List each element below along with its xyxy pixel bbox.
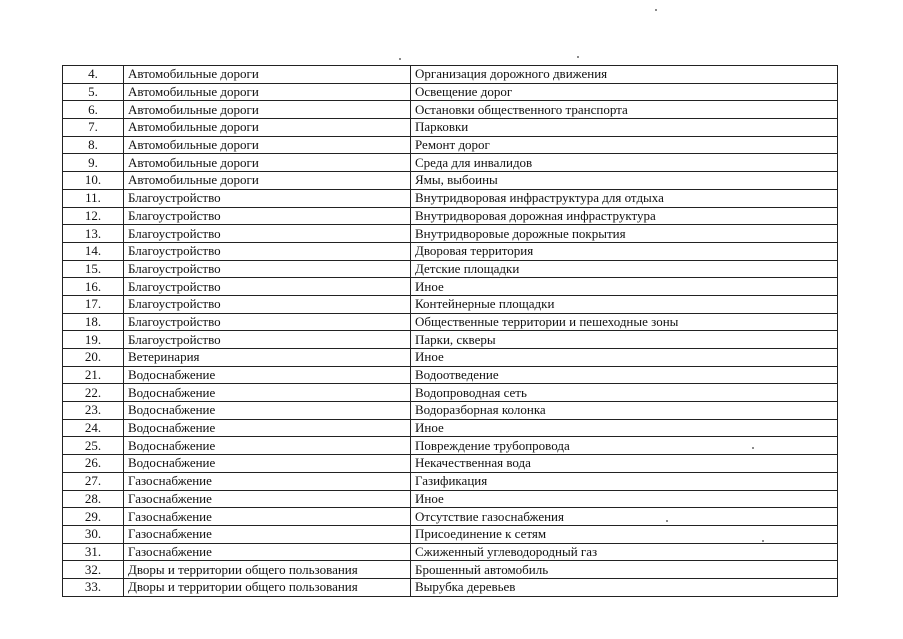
row-number: 6.	[63, 101, 124, 119]
table-row	[63, 101, 838, 119]
row-number: 26.	[63, 455, 124, 473]
scan-speck	[399, 58, 401, 60]
row-number: 11.	[63, 189, 124, 207]
table-row	[63, 260, 838, 278]
table-row	[63, 189, 838, 207]
category-cell: Дворы и территории общего пользования	[124, 561, 411, 579]
category-cell: Водоснабжение	[124, 455, 411, 473]
category-cell: Ветеринария	[124, 349, 411, 367]
row-number: 8.	[63, 136, 124, 154]
table-row	[63, 242, 838, 260]
category-cell: Газоснабжение	[124, 508, 411, 526]
category-cell: Благоустройство	[124, 295, 411, 313]
table-body	[63, 66, 838, 597]
row-number: 33.	[63, 578, 124, 596]
category-table	[62, 65, 838, 597]
row-number: 5.	[63, 83, 124, 101]
category-cell: Водоснабжение	[124, 419, 411, 437]
category-cell: Газоснабжение	[124, 490, 411, 508]
subcategory-cell: Внутридворовая инфраструктура для отдыха	[411, 189, 838, 207]
category-cell: Газоснабжение	[124, 472, 411, 490]
subcategory-cell: Иное	[411, 419, 838, 437]
subcategory-cell: Освещение дорог	[411, 83, 838, 101]
table-row	[63, 490, 838, 508]
subcategory-cell: Отсутствие газоснабжения	[411, 508, 838, 526]
category-cell: Автомобильные дороги	[124, 172, 411, 190]
scan-speck	[752, 447, 754, 449]
table-row	[63, 402, 838, 420]
category-cell: Автомобильные дороги	[124, 101, 411, 119]
subcategory-cell: Среда для инвалидов	[411, 154, 838, 172]
category-cell: Водоснабжение	[124, 366, 411, 384]
category-cell: Благоустройство	[124, 225, 411, 243]
scan-speck	[666, 520, 668, 522]
row-number: 10.	[63, 172, 124, 190]
subcategory-cell: Ямы, выбоины	[411, 172, 838, 190]
table-row	[63, 295, 838, 313]
category-cell: Благоустройство	[124, 313, 411, 331]
subcategory-cell: Иное	[411, 349, 838, 367]
table-row	[63, 578, 838, 596]
table-row	[63, 172, 838, 190]
table-row	[63, 349, 838, 367]
table-row	[63, 508, 838, 526]
row-number: 19.	[63, 331, 124, 349]
subcategory-cell: Ремонт дорог	[411, 136, 838, 154]
row-number: 28.	[63, 490, 124, 508]
subcategory-cell: Парковки	[411, 119, 838, 137]
scan-speck	[577, 56, 579, 58]
table-row	[63, 472, 838, 490]
subcategory-cell: Иное	[411, 278, 838, 296]
row-number: 16.	[63, 278, 124, 296]
row-number: 15.	[63, 260, 124, 278]
table-row	[63, 419, 838, 437]
subcategory-cell: Контейнерные площадки	[411, 295, 838, 313]
subcategory-cell: Вырубка деревьев	[411, 578, 838, 596]
row-number: 25.	[63, 437, 124, 455]
row-number: 13.	[63, 225, 124, 243]
row-number: 21.	[63, 366, 124, 384]
subcategory-cell: Иное	[411, 490, 838, 508]
row-number: 20.	[63, 349, 124, 367]
subcategory-cell: Парки, скверы	[411, 331, 838, 349]
category-cell: Водоснабжение	[124, 384, 411, 402]
row-number: 17.	[63, 295, 124, 313]
subcategory-cell: Общественные территории и пешеходные зоны	[411, 313, 838, 331]
table-row	[63, 543, 838, 561]
subcategory-cell: Водоотведение	[411, 366, 838, 384]
subcategory-cell: Повреждение трубопровода	[411, 437, 838, 455]
table-row	[63, 331, 838, 349]
subcategory-cell: Присоединение к сетям	[411, 525, 838, 543]
category-cell: Автомобильные дороги	[124, 119, 411, 137]
table-row	[63, 313, 838, 331]
row-number: 7.	[63, 119, 124, 137]
table-row	[63, 119, 838, 137]
row-number: 29.	[63, 508, 124, 526]
category-cell: Благоустройство	[124, 207, 411, 225]
subcategory-cell: Организация дорожного движения	[411, 66, 838, 84]
subcategory-cell: Остановки общественного транспорта	[411, 101, 838, 119]
subcategory-cell: Внутридворовые дорожные покрытия	[411, 225, 838, 243]
subcategory-cell: Некачественная вода	[411, 455, 838, 473]
category-cell: Благоустройство	[124, 278, 411, 296]
table-row	[63, 83, 838, 101]
row-number: 22.	[63, 384, 124, 402]
category-cell: Благоустройство	[124, 331, 411, 349]
table-row	[63, 525, 838, 543]
category-cell: Автомобильные дороги	[124, 83, 411, 101]
row-number: 24.	[63, 419, 124, 437]
scan-speck	[762, 540, 764, 542]
table-row	[63, 225, 838, 243]
category-cell: Газоснабжение	[124, 543, 411, 561]
table-row	[63, 136, 838, 154]
category-cell: Благоустройство	[124, 260, 411, 278]
category-cell: Газоснабжение	[124, 525, 411, 543]
subcategory-cell: Дворовая территория	[411, 242, 838, 260]
category-cell: Благоустройство	[124, 189, 411, 207]
row-number: 31.	[63, 543, 124, 561]
row-number: 27.	[63, 472, 124, 490]
category-cell: Благоустройство	[124, 242, 411, 260]
subcategory-cell: Брошенный автомобиль	[411, 561, 838, 579]
table-row	[63, 384, 838, 402]
row-number: 4.	[63, 66, 124, 84]
table-row	[63, 561, 838, 579]
category-cell: Автомобильные дороги	[124, 136, 411, 154]
table-row	[63, 455, 838, 473]
scan-speck	[655, 9, 657, 11]
row-number: 14.	[63, 242, 124, 260]
table-row	[63, 66, 838, 84]
row-number: 23.	[63, 402, 124, 420]
subcategory-cell: Водопроводная сеть	[411, 384, 838, 402]
row-number: 12.	[63, 207, 124, 225]
table-row	[63, 437, 838, 455]
category-cell: Автомобильные дороги	[124, 66, 411, 84]
subcategory-cell: Газификация	[411, 472, 838, 490]
category-cell: Дворы и территории общего пользования	[124, 578, 411, 596]
row-number: 9.	[63, 154, 124, 172]
subcategory-cell: Детские площадки	[411, 260, 838, 278]
subcategory-cell: Внутридворовая дорожная инфраструктура	[411, 207, 838, 225]
subcategory-cell: Сжиженный углеводородный газ	[411, 543, 838, 561]
table-row	[63, 278, 838, 296]
category-cell: Водоснабжение	[124, 402, 411, 420]
table-row	[63, 366, 838, 384]
table-row	[63, 207, 838, 225]
subcategory-cell: Водоразборная колонка	[411, 402, 838, 420]
row-number: 18.	[63, 313, 124, 331]
category-cell: Водоснабжение	[124, 437, 411, 455]
row-number: 32.	[63, 561, 124, 579]
table-row	[63, 154, 838, 172]
row-number: 30.	[63, 525, 124, 543]
category-cell: Автомобильные дороги	[124, 154, 411, 172]
